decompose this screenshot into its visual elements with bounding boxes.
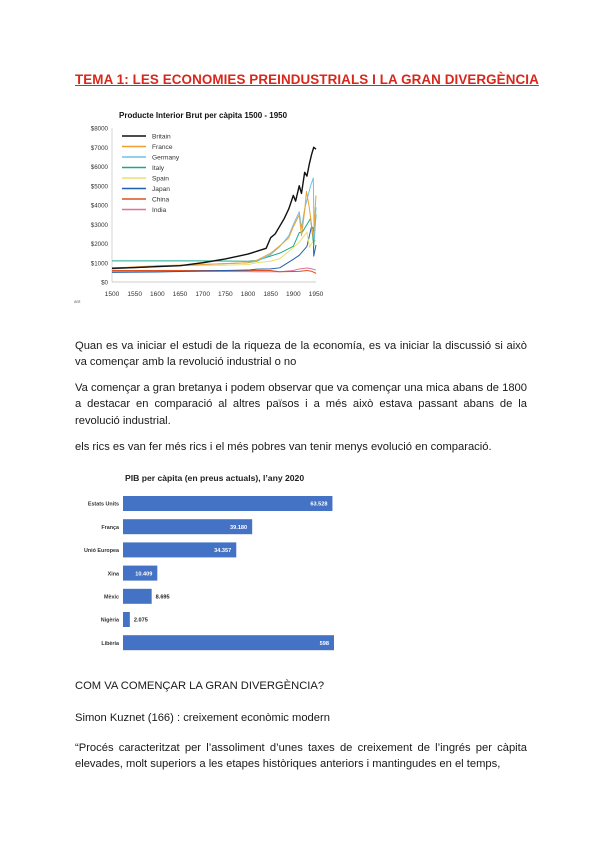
bar-category-label: Estats Units: [87, 501, 119, 508]
line-chart-x-tick-label: 1600: [149, 291, 165, 298]
bar-value-label: 10.409: [135, 571, 153, 578]
line-series-france: [112, 191, 316, 268]
line-chart-x-tick-label: 1500: [104, 291, 120, 298]
bar-6: [123, 635, 334, 650]
paragraph-quote: “Procés caracteritzat per l’assoliment d’unes taxes de creixement de l’ingrés per càpita elevades, molt superiors a les etapes històriques anteriors i mantingudes en el temps,: [75, 742, 527, 771]
line-chart-legend: [122, 133, 180, 214]
bar-value-label: 598: [319, 640, 329, 647]
line-chart-y-tick-label: $4000: [90, 202, 108, 210]
line-chart-title: Producte Interior Brut per càpita 1500 - 1950: [119, 111, 288, 120]
gdp-per-capita-line-chart: [70, 104, 328, 308]
legend-label-japan: Japan: [152, 185, 170, 193]
gdp-2020-bar-chart: [70, 468, 345, 656]
legend-label-france: France: [152, 143, 173, 151]
line-chart-x-tick-label: 1900: [285, 291, 301, 298]
bar-value-label: 34.357: [214, 548, 232, 555]
bar-value-label: 2.075: [133, 617, 148, 624]
bar-category-label: Libèria: [101, 640, 119, 647]
line-chart-x-tick-label: 1800: [240, 291, 256, 298]
line-chart-x-tick-label: 1700: [195, 291, 211, 298]
legend-label-italy: Italy: [152, 164, 165, 172]
legend-label-china: China: [152, 196, 170, 204]
bar-4: [123, 589, 152, 604]
line-chart-y-tick-label: $2000: [90, 241, 108, 248]
section-heading-divergence: COM VA COMENÇAR LA GRAN DIVERGÈNCIA?: [75, 680, 325, 692]
paragraph-rich-poor: els rics es van fer més rics i el més pobres van tenir menys evolució en comparació.: [75, 441, 492, 453]
bar-category-label: França: [101, 524, 119, 531]
bar-category-label: Nigèria: [100, 617, 119, 624]
paragraph-kuznets: Simon Kuznet (166) : creixement econòmic modern: [75, 712, 330, 724]
bar-5: [123, 612, 130, 627]
bar-chart-title: PIB per càpita (en preus actuals), l’any 2020: [125, 473, 305, 483]
legend-label-germany: Germany: [152, 154, 180, 162]
legend-label-britain: Britain: [152, 133, 171, 141]
bar-category-label: Mèxic: [104, 594, 119, 601]
document-title: TEMA 1: LES ECONOMIES PREINDUSTRIALS I LA GRAN DIVERGÈNCIA: [75, 72, 539, 87]
bar-chart-bars: [84, 496, 334, 650]
legend-label-spain: Spain: [152, 175, 169, 183]
line-chart-axis-fragment: ant: [74, 299, 81, 304]
line-chart-y-tick-label: $6000: [90, 164, 108, 171]
bar-category-label: Unió Europea: [83, 548, 119, 555]
paragraph-britain: Va començar a gran bretanya i podem observar que va començar una mica abans de 1800 a destacar en comparació al altres països i a més això estava passant abans de la revolució industrial.: [75, 382, 527, 427]
line-chart-y-tick-label: $5000: [90, 183, 108, 191]
bar-0: [123, 496, 332, 511]
bar-value-label: 63.528: [310, 501, 328, 508]
line-chart-x-tick-label: 1950: [308, 291, 324, 298]
line-chart-y-tick-label: $0: [101, 279, 108, 287]
line-chart-x-tick-label: 1650: [172, 291, 188, 298]
line-chart-y-tick-label: $8000: [90, 125, 108, 133]
line-chart-x-tick-label: 1850: [263, 291, 279, 298]
bar-value-label: 8.695: [155, 594, 170, 601]
bar-category-label: Xina: [107, 571, 119, 578]
line-chart-x-tick-label: 1550: [127, 291, 143, 298]
bar-value-label: 39.180: [230, 524, 248, 531]
line-chart-y-tick-label: $3000: [90, 221, 108, 229]
line-series-germany: [112, 178, 316, 269]
paragraph-intro: Quan es va iniciar el estudi de la riqueza de la economía, es va iniciar la discussió si això va començar amb la revolució industrial o no: [75, 340, 527, 369]
line-chart-series: [112, 147, 316, 273]
line-chart-y-tick-label: $7000: [90, 144, 108, 152]
line-chart-x-tick-label: 1750: [217, 291, 233, 298]
legend-label-india: India: [152, 206, 167, 214]
line-chart-y-tick-label: $1000: [90, 260, 108, 268]
